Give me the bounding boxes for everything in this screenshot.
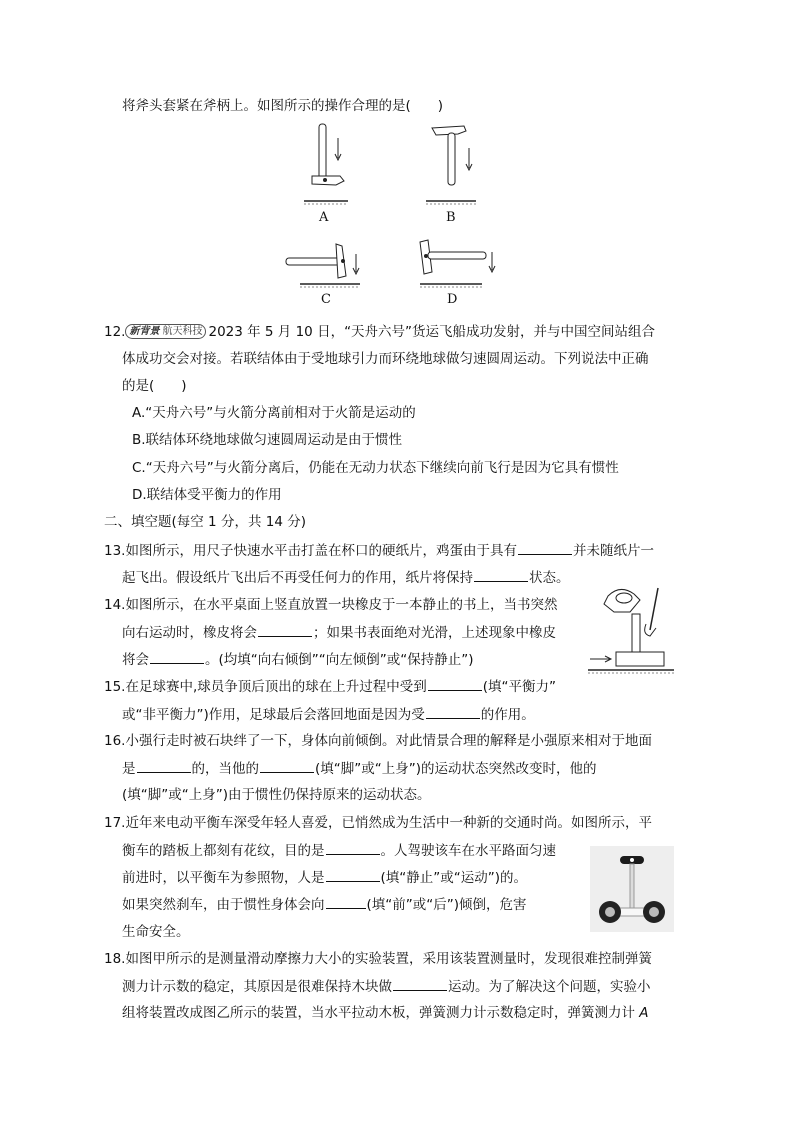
q17-line1: 17.近年来电动平衡车深受年轻人喜爱，已悄然成为生活中一种新的交通时尚。如图所示，平: [104, 815, 652, 831]
q17-line3: 前进时，以平衡车为参照物，人是 (填“静止”或“运动”)的。: [122, 867, 527, 888]
q18-line1: 18.如图甲所示的是测量滑动摩擦力大小的实验装置，采用该装置测量时，发现很难控制弹簧: [104, 951, 652, 967]
answer-blank[interactable]: [474, 567, 528, 582]
option-b-label: B: [446, 210, 456, 225]
answer-blank[interactable]: [326, 894, 366, 909]
q14-line2: 向右运动时，橡皮将会 ；如果书表面绝对光滑，上述现象中橡皮: [122, 622, 556, 643]
answer-blank[interactable]: [258, 622, 312, 637]
section-heading: 二、填空题(每空 1 分，共 14 分): [104, 514, 306, 530]
q14-line3: 将会 。(均填“向右倾倒”“向左倾倒”或“保持静止”): [122, 649, 474, 670]
axe-figure-b: [410, 118, 490, 218]
q12-number: 12.: [104, 324, 126, 340]
q12-line2: 体成功交会对接。若联结体由于受地球引力而环绕地球做匀速圆周运动。下列说法中正确: [122, 351, 649, 367]
answer-blank[interactable]: [137, 758, 191, 773]
answer-blank[interactable]: [518, 540, 572, 555]
option-d-label: D: [447, 292, 458, 307]
answer-blank[interactable]: [150, 649, 204, 664]
axe-figure-a: [290, 118, 360, 218]
q17-line2: 衡车的踏板上都刻有花纹，目的是 。人驾驶该车在水平路面匀速: [122, 840, 556, 861]
q11-stem: 将斧头套紧在斧柄上。如图所示的操作合理的是( ): [122, 98, 444, 114]
new-background-badge: 新背景 航天科技: [125, 324, 206, 339]
q16-line2: 是 的，当他的 (填“脚”或“上身”)的运动状态突然改变时，他的: [122, 758, 597, 779]
balance-scooter-photo: [590, 846, 674, 932]
axe-figure-d: [410, 236, 500, 296]
q18-line3: 组将装置改成图乙所示的装置，当水平拉动木板，弹簧测力计示数稳定时，弹簧测力计 A: [122, 1005, 649, 1021]
answer-blank[interactable]: [326, 867, 380, 882]
q13-line2: 起飞出。假设纸片飞出后不再受任何力的作用，纸片将保持 状态。: [122, 567, 570, 588]
option-a-label: A: [319, 210, 329, 225]
answer-blank[interactable]: [326, 840, 380, 855]
q13-line1: 13.如图所示，用尺子快速水平击打盖在杯口的硬纸片，鸡蛋由于具有 并未随纸片一: [104, 540, 654, 561]
option-c-label: C: [321, 292, 331, 307]
q12-line1: 12. 新背景 航天科技 2023 年 5 月 10 日，“天舟六号”货运飞船成功发射，并与中国空间站组合: [104, 324, 656, 340]
axe-figure-c: [280, 236, 370, 296]
answer-blank[interactable]: [393, 976, 447, 991]
q17-line5: 生命安全。: [122, 924, 190, 940]
q12-line3: 的是( ): [122, 378, 187, 394]
q17-line4: 如果突然刹车，由于惯性身体会向 (填“前”或“后”)倾倒，危害: [122, 894, 527, 915]
q15-line2: 或“非平衡力”)作用，足球最后会落回地面是因为受 的作用。: [122, 704, 535, 725]
q16-line3: (填“脚”或“上身”)由于惯性仍保持原来的运动状态。: [122, 787, 431, 803]
answer-blank[interactable]: [428, 676, 482, 691]
q18-line2: 测力计示数的稳定，其原因是很难保持木块做 运动。为了解决这个问题，实验小: [122, 976, 651, 997]
answer-blank[interactable]: [260, 758, 314, 773]
q12-option-d: D.联结体受平衡力的作用: [132, 487, 282, 503]
q12-option-c: C.“天舟六号”与火箭分离后，仍能在无动力状态下继续向前飞行是因为它具有惯性: [132, 460, 619, 476]
q15-line1: 15.在足球赛中,球员争顶后顶出的球在上升过程中受到 (填“平衡力”: [104, 676, 556, 697]
q12-option-a: A.“天舟六号”与火箭分离前相对于火箭是运动的: [132, 405, 416, 421]
answer-blank[interactable]: [426, 704, 480, 719]
q14-line1: 14.如图所示，在水平桌面上竖直放置一块橡皮于一本静止的书上，当书突然: [104, 597, 558, 613]
eraser-on-book-figure: [586, 584, 676, 680]
q12-option-b: B.联结体环绕地球做匀速圆周运动是由于惯性: [132, 432, 403, 448]
q16-line1: 16.小强行走时被石块绊了一下，身体向前倾倒。对此情景合理的解释是小强原来相对于地面: [104, 733, 652, 749]
